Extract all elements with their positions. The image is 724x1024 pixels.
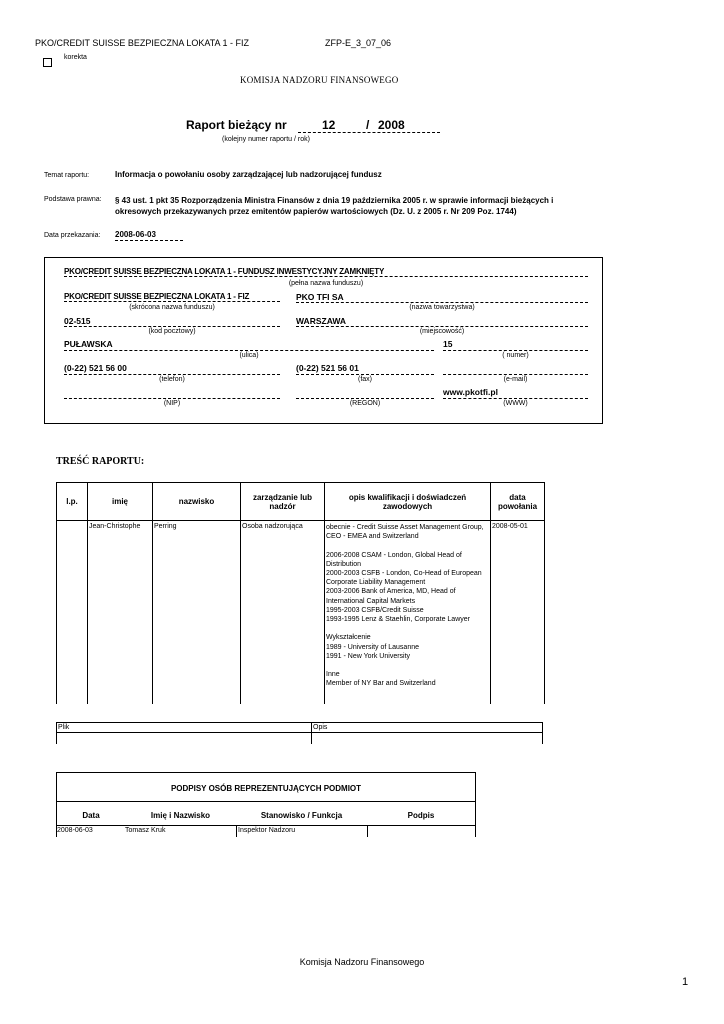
signatures-divider-2 [57, 825, 475, 826]
col-imie: imię [88, 483, 153, 521]
signatures-box [56, 772, 476, 837]
sig-sep-2 [367, 825, 368, 837]
korekta-label: korekta [64, 54, 87, 61]
sig-row-role: Inspektor Nadzoru [238, 827, 296, 834]
phone: (0-22) 521 56 00 [64, 363, 280, 375]
fund-short-name-label: (skrócona nazwa funduszu) [129, 304, 215, 311]
files-opis-cell [312, 733, 543, 744]
col-opis: opis kwalifikacji i doświadczeń zawodowych [325, 483, 491, 521]
col-data: data powołania [491, 483, 545, 521]
cell-data: 2008-05-01 [491, 521, 545, 705]
fund-short-name: PKO/CREDIT SUISSE BEZPIECZNA LOKATA 1 - FIZ [64, 292, 280, 302]
footer-text: Komisja Nadzoru Finansowego [299, 957, 425, 967]
postal-code-label: (kod pocztowy) [148, 328, 196, 335]
fund-short-header: PKO/CREDIT SUISSE BEZPIECZNA LOKATA 1 - FIZ [35, 38, 250, 48]
email-label: (e-mail) [503, 376, 528, 383]
cell-opis: obecnie - Credit Suisse Asset Management Group, CEO - EMEA and Switzerland 2006-2008 CSAM - London, Global Head of Distribution 2000-2003 CSFB - London, Co-Head of European Corporate Liability Management 2003-2006 Bank of America, MD, Head of International Capital Markets 1995-2003 CSFB/Credit Suisse 1993-1995 Lenz & Staehlin, Corporate Lawyer Wykształcenie 1989 - University of Lausanne 1991 - New York University Inne Member of NY Bar and Switzerland [325, 521, 491, 705]
nip [64, 387, 280, 399]
files-plik-cell [57, 733, 312, 744]
report-title: Raport bieżący nr [186, 118, 287, 132]
report-caption: (kolejny numer raportu / rok) [222, 136, 310, 143]
files-table [56, 722, 543, 744]
street-label: (ulica) [239, 352, 259, 359]
house-number-label: ( numer) [502, 352, 529, 359]
issuer-box [44, 257, 603, 424]
cell-lp [57, 521, 88, 705]
www-label: (WWW) [503, 400, 528, 407]
fund-full-name-label: (pełna nazwa funduszu) [288, 280, 364, 287]
page-number: 1 [682, 976, 689, 988]
cell-imie: Jean-Christophe [88, 521, 153, 705]
house-number: 15 [443, 339, 588, 351]
sig-col-podpis: Podpis [407, 811, 435, 820]
tresc-heading: TREŚĆ RAPORTU: [56, 456, 145, 467]
col-nazwisko: nazwisko [153, 483, 241, 521]
cell-nazwisko: Perring [153, 521, 241, 705]
sig-col-role: Stanowisko / Funkcja [260, 811, 343, 820]
report-year: 2008 [378, 118, 405, 132]
city: WARSZAWA [296, 316, 588, 327]
fax: (0-22) 521 56 01 [296, 363, 434, 375]
regon [296, 387, 434, 399]
tfi-name: PKO TFI SA [296, 292, 588, 303]
report-number: 12 [322, 118, 336, 132]
data-value: 2008-06-03 [115, 230, 183, 241]
report-slash: / [366, 118, 370, 132]
appointment-table [56, 482, 545, 704]
fund-full-name: PKO/CREDIT SUISSE BEZPIECZNA LOKATA 1 - FUNDUSZ INWESTYCYJNY ZAMKNIĘTY [64, 267, 588, 277]
phone-label: (telefon) [159, 376, 185, 383]
data-label: Data przekazania: [44, 232, 101, 239]
report-number-line [298, 118, 440, 133]
street: PUŁAWSKA [64, 339, 434, 351]
city-label: (miejscowość) [419, 328, 465, 335]
podstawa-value: § 43 ust. 1 pkt 35 Rozporządzenia Ministra Finansów z dnia 19 października 2005 r. w sprawie informacji bieżących i okresowych przekazywanych przez emitentów papierów wartościowych (Dz. U. z 2005 r. Nr 209 Poz. 1744) [115, 196, 554, 216]
sig-col-name: Imię i Nazwisko [150, 811, 211, 820]
nip-label: (NIP) [163, 400, 181, 407]
sig-row-data: 2008-06-03 [57, 827, 93, 834]
sig-row-name: Tomasz Kruk [125, 827, 166, 834]
regon-label: (REGON) [349, 400, 381, 407]
sig-col-data: Data [82, 811, 100, 820]
fax-label: (fax) [358, 376, 372, 383]
postal-code: 02-515 [64, 316, 280, 327]
email [443, 363, 588, 375]
files-plik-header: Plik [57, 723, 312, 733]
signatures-divider [57, 801, 475, 802]
temat-value: Informacja o powołaniu osoby zarządzającej lub nadzorującej fundusz [115, 170, 382, 179]
temat-label: Temat raportu: [44, 172, 90, 179]
col-lp: l.p. [57, 483, 88, 521]
signatures-title: PODPISY OSÓB REPREZENTUJĄCYCH PODMIOT [170, 784, 362, 793]
korekta-checkbox[interactable] [43, 54, 52, 72]
sig-sep-1 [236, 825, 237, 837]
table-row [57, 521, 545, 705]
tfi-name-label: (nazwa towarzystwa) [409, 304, 475, 311]
col-zarzadzanie: zarządzanie lub nadzór [241, 483, 325, 521]
podstawa-label: Podstawa prawna: [44, 196, 102, 203]
www: www.pkotfi.pl [443, 387, 588, 399]
files-opis-header: Opis [312, 723, 543, 733]
form-code: ZFP-E_3_07_06 [325, 38, 392, 48]
authority-title: KOMISJA NADZORU FINANSOWEGO [240, 75, 399, 85]
cell-zarzadzanie: Osoba nadzorująca [241, 521, 325, 705]
